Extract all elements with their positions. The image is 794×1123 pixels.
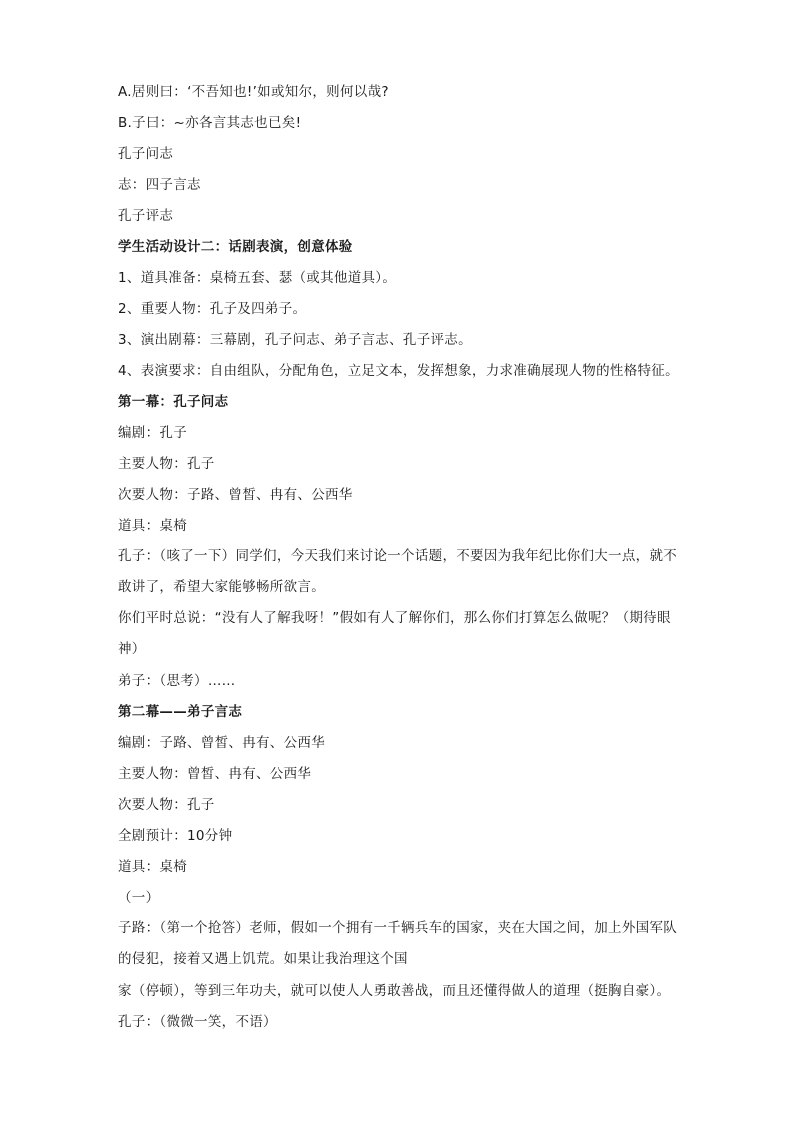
act-one-heading: 第一幕：孔子问志 <box>118 394 229 410</box>
option-b-line: B.子曰：~亦各言其志也已矣! <box>118 115 302 131</box>
act-two-props: 道具：桌椅 <box>118 859 187 875</box>
act-one-props: 道具：桌椅 <box>118 518 187 534</box>
act-one-writer: 编剧：孔子 <box>118 425 187 441</box>
outline-line-2: 志：四子言志 <box>118 177 201 193</box>
confucius-dialogue-1: 孔子：（咳了一下）同学们，今天我们来讨论一个话题，不要因为我年纪比你们大一点，就不敢讲了，希望大家能够畅所欲言。 <box>118 548 678 595</box>
act-one-main-character: 主要人物：孔子 <box>118 456 215 472</box>
outline-line-3: 孔子评志 <box>118 208 174 224</box>
outline-line-1: 孔子问志 <box>118 146 174 162</box>
act-two-heading: 第二幕——弟子言志 <box>118 704 243 720</box>
zilu-dialogue-continued: 家（停顿），等到三年功夫，就可以使人人勇敢善战，而且还懂得做人的道理（挺胸自豪）。 <box>118 983 671 999</box>
option-a-line: A.居则曰：‘不吾知也!’如或知尔，则何以哉? <box>118 84 389 100</box>
requirement-2: 2、重要人物：孔子及四弟子。 <box>118 301 307 317</box>
disciples-response: 弟子：（思考）…… <box>118 673 236 689</box>
act-two-writers: 编剧：子路、曾皙、冉有、公西华 <box>118 735 325 751</box>
requirement-4: 4、表演要求：自由组队，分配角色，立足文本，发挥想象，力求准确展现人物的性格特征。 <box>118 363 679 379</box>
requirement-1: 1、道具准备：桌椅五套、瑟（或其他道具）。 <box>118 270 397 286</box>
confucius-reaction: 孔子：（微微一笑，不语） <box>118 1014 277 1030</box>
act-one-supporting-characters: 次要人物：子路、曾皙、冉有、公西华 <box>118 487 353 503</box>
section-one-marker: （一） <box>118 890 160 906</box>
activity-heading: 学生活动设计二：话剧表演，创意体验 <box>118 239 353 255</box>
requirement-3: 3、演出剧幕：三幕剧，孔子问志、弟子言志、孔子评志。 <box>118 332 472 348</box>
runtime-estimate: 全剧预计：10分钟 <box>118 828 233 844</box>
zilu-dialogue: 子路：（第一个抢答）老师，假如一个拥有一千辆兵车的国家，夹在大国之间，加上外国军队的侵犯，接着又遇上饥荒。如果让我治理这个国 <box>118 920 678 967</box>
act-two-main-characters: 主要人物：曾皙、冉有、公西华 <box>118 766 312 782</box>
confucius-dialogue-2: 你们平时总说：“没有人了解我呀！”假如有人了解你们，那么你们打算怎么做呢？（期待眼神） <box>118 610 671 657</box>
act-two-supporting-character: 次要人物：孔子 <box>118 797 215 813</box>
